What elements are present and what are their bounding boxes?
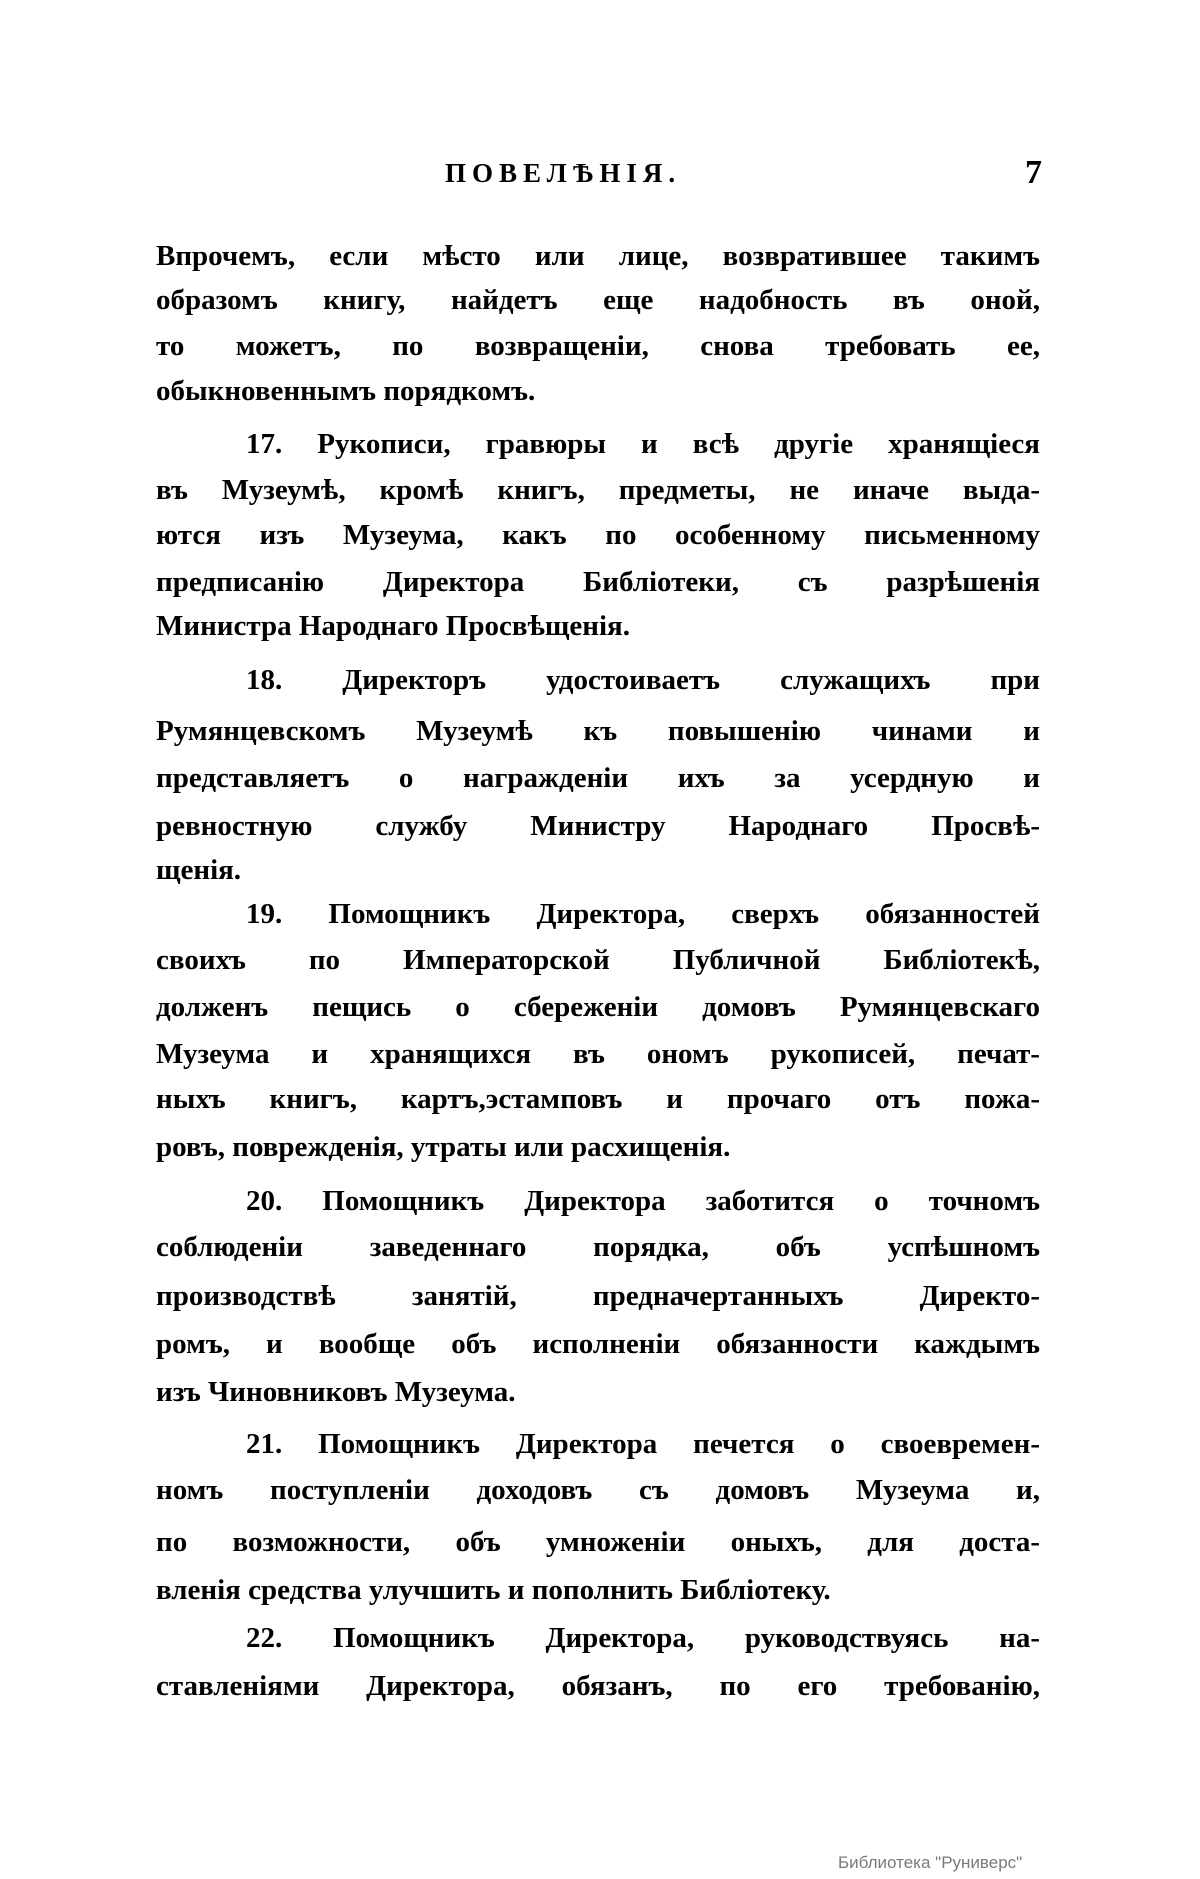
text-line: 20. Помощникъ Директора заботится о точномъ bbox=[246, 1185, 1040, 1217]
text-line: 22. Помощникъ Директора, руководствуясь на- bbox=[246, 1622, 1040, 1654]
text-line: обыкновеннымъ порядкомъ. bbox=[156, 375, 536, 407]
text-line: Музеума и хранящихся въ ономъ рукописей, печат- bbox=[156, 1038, 1040, 1070]
text-line: щенія. bbox=[156, 854, 242, 886]
text-line: номъ поступленіи доходовъ съ домовъ Музеума и, bbox=[156, 1474, 1040, 1506]
text-line: Впрочемъ, если мѣсто или лице, возвратившее такимъ bbox=[156, 240, 1040, 272]
text-line: ныхъ книгъ, картъ,эстамповъ и прочаго отъ пожа- bbox=[156, 1083, 1040, 1115]
text-line: образомъ книгу, найдетъ еще надобность въ оной, bbox=[156, 284, 1040, 316]
text-line: 19. Помощникъ Директора, сверхъ обязанностей bbox=[246, 898, 1040, 930]
text-line: то можетъ, по возвращеніи, снова требовать ее, bbox=[156, 330, 1040, 362]
text-line: своихъ по Императорской Публичной Библіотекѣ, bbox=[156, 944, 1040, 976]
text-line: 21. Помощникъ Директора печется о своевремен- bbox=[246, 1428, 1040, 1460]
text-line: ровъ, поврежденія, утраты или расхищенія. bbox=[156, 1131, 731, 1163]
text-line: Министра Народнаго Просвѣщенія. bbox=[156, 610, 630, 642]
text-line: въ Музеумѣ, кромѣ книгъ, предметы, не иначе выда- bbox=[156, 474, 1040, 506]
running-header: ПОВЕЛѢНІЯ. bbox=[445, 158, 682, 188]
text-line: изъ Чиновниковъ Музеума. bbox=[156, 1376, 516, 1408]
text-line: вленія средства улучшить и пополнить Библіотеку. bbox=[156, 1574, 831, 1606]
library-watermark: Библиотека "Руниверс" bbox=[838, 1853, 1023, 1872]
text-line: предписанію Директора Библіотеки, съ разрѣшенія bbox=[156, 566, 1040, 598]
text-line: 18. Директоръ удостоиваетъ служащихъ при bbox=[246, 664, 1040, 696]
text-line: ются изъ Музеума, какъ по особенному письменному bbox=[156, 519, 1040, 551]
text-line: представляетъ о награжденіи ихъ за усердную и bbox=[156, 762, 1040, 794]
text-line: по возможности, объ умноженіи оныхъ, для доста- bbox=[156, 1526, 1040, 1558]
text-line: ставленіями Директора, обязанъ, по его требованію, bbox=[156, 1670, 1040, 1702]
text-line: долженъ пещись о сбереженіи домовъ Румянцевскаго bbox=[156, 991, 1040, 1023]
text-line: ромъ, и вообще объ исполненіи обязанности каждымъ bbox=[156, 1328, 1040, 1360]
text-line: производствѣ занятій, предначертанныхъ Директо- bbox=[156, 1280, 1040, 1312]
text-line: Румянцевскомъ Музеумѣ къ повышенію чинами и bbox=[156, 715, 1040, 747]
text-line: соблюденіи заведеннаго порядка, объ успѣшномъ bbox=[156, 1231, 1040, 1263]
text-line: ревностную службу Министру Народнаго Просвѣ- bbox=[156, 810, 1040, 842]
text-line: 17. Рукописи, гравюры и всѣ другіе хранящіеся bbox=[246, 428, 1040, 460]
page-number: 7 bbox=[1025, 154, 1042, 191]
